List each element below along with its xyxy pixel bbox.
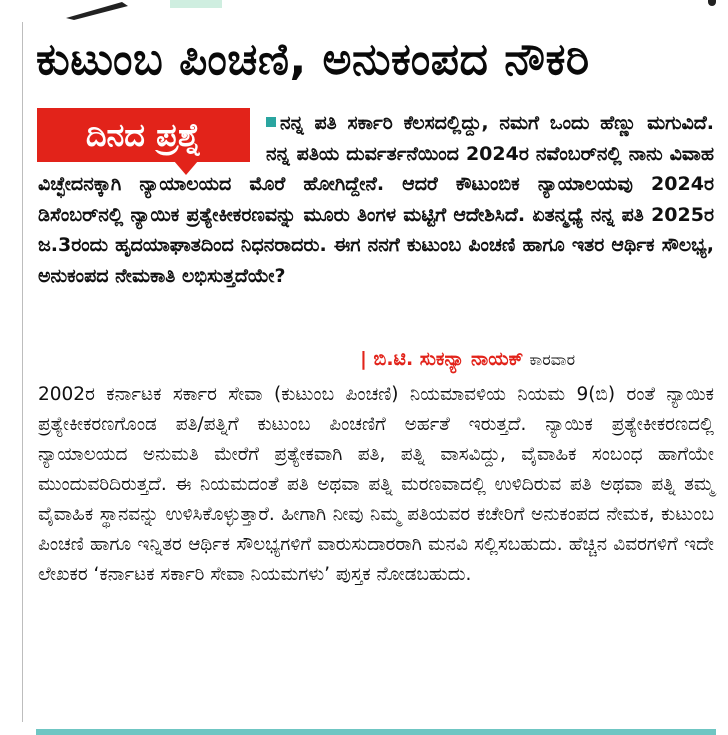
article-headline: ಕುಟುಂಬ ಪಿಂಚಣಿ, ಅನುಕಂಪದ ನೌಕರಿ [36, 34, 590, 85]
column-divider [22, 22, 23, 722]
answer-text: 2002ರ ಕರ್ನಾಟಕ ಸರ್ಕಾರ ಸೇವಾ (ಕುಟುಂಬ ಪಿಂಚಣಿ) ನಿಯಮಾವಳಿಯ ನಿಯಮ 9(ಬಿ) ರಂತೆ ನ್ಯಾಯಿಕ ಪ್ರತ್ಯೇಕೀಕರಣಗೊಂಡ ಪತಿ/ಪತ್ನಿಗೆ ಕುಟುಂಬ ಪಿಂಚಣಿಗೆ ಅರ್ಹತೆ ಇರುತ್ತದೆ. ನ್ಯಾಯಿಕ ಪ್ರತ್ಯೇಕೀಕರಣದಲ್ಲಿ ನ್ಯಾಯಾಲಯದ ಅನುಮತಿ ಮೇರೆಗೆ ಪ್ರತ್ಯೇಕವಾಗಿ ಪತಿ, ಪತ್ನಿ ವಾಸವಿದ್ದು, ವೈವಾಹಿಕ ಸಂಬಂಧ ಹಾಗೆಯೇ ಮುಂದುವರಿದಿರುತ್ತದೆ. ಈ ನಿಯಮದಂತೆ ಪತಿ ಅಥವಾ ಪತ್ನಿ ಮರಣವಾದಲ್ಲಿ ಉಳಿದಿರುವ ಪತಿ ಅಥವಾ ಪತ್ನಿ ತಮ್ಮ ವೈವಾಹಿಕ ಸ್ಥಾನವನ್ನು ಉಳಿಸಿಕೊಳ್ಳುತ್ತಾರೆ. ಹೀಗಾಗಿ ನೀವು ನಿಮ್ಮ ಪತಿಯವರ ಕಚೇರಿಗೆ ಅನುಕಂಪದ ನೇಮಕ, ಕುಟುಂಬ ಪಿಂಚಣಿ ಹಾಗೂ ಇನ್ನಿತರ ಆರ್ಥಿಕ ಸೌಲಭ್ಯಗಳಿಗೆ ವಾರುಸುದಾರರಾಗಿ ಮನವಿ ಸಲ್ಲಿಸಬಹುದು. ಹೆಚ್ಚಿನ ವಿವರಗಳಿಗೆ ಇದೇ ಲೇಖಕರ ‘ಕರ್ನಾಟಕ ಸರ್ಕಾರಿ ಸೇವಾ ನಿಯಮಗಳು’ ಪುಸ್ತಕ ನೋಡಬಹುದು. [38, 384, 714, 585]
arrow-graphic [62, 0, 132, 20]
question-text: ನನ್ನ ಪತಿ ಸರ್ಕಾರಿ ಕೆಲಸದಲ್ಲಿದ್ದು, ನಮಗೆ ಒಂದು ಹೆಣ್ಣು ಮಗುವಿದೆ. ನನ್ನ ಪತಿಯ ದುರ್ವರ್ತನೆಯಿಂದ 2024ರ ನವೆಂಬರ್‌ನಲ್ಲಿ ನಾನು ವಿವಾಹ ವಿಚ್ಛೇದನಕ್ಕಾಗಿ ನ್ಯಾಯಾಲಯದ ಮೊರೆ ಹೋಗಿದ್ದೇನೆ. ಆದರೆ ಕೌಟುಂಬಿಕ ನ್ಯಾಯಾಲಯವು 2024ರ ಡಿಸೆಂಬರ್‌ನಲ್ಲಿ ನ್ಯಾಯಿಕ ಪ್ರತ್ಯೇಕೀಕರಣವನ್ನು ಮೂರು ತಿಂಗಳ ಮಟ್ಟಿಗೆ ಆದೇಶಿಸಿದೆ. ಏತನ್ಮಧ್ಯೆ ನನ್ನ ಪತಿ 2025ರ ಜ.3ರಂದು ಹೃದಯಾಘಾತದಿಂದ ನಿಧನರಾದರು. ಈಗ ನನಗೆ ಕುಟುಂಬ ಪಿಂಚಣಿ ಹಾಗೂ ಇತರ ಆರ್ಥಿಕ ಸೌಲಭ್ಯ, ಅನುಕಂಪದ ನೇಮಕಾತಿ ಲಭಿಸುತ್ತದೆಯೇ? [38, 112, 714, 287]
byline [360, 345, 716, 374]
section-badge: ದಿನದ ಪ್ರಶ್ನೆ [37, 108, 250, 162]
decorative-tab [170, 0, 222, 8]
badge-pointer [174, 161, 198, 175]
byline-place: ಕಾರವಾರ [529, 350, 576, 369]
previous-article-strip [0, 0, 728, 22]
corner-mark [708, 0, 716, 6]
byline-name: | ಬಿ.ಟಿ. ಸುಕನ್ಯಾ ನಾಯಕ್ [360, 348, 524, 370]
bottom-rule [36, 729, 716, 735]
bullet-square-icon [266, 117, 276, 127]
